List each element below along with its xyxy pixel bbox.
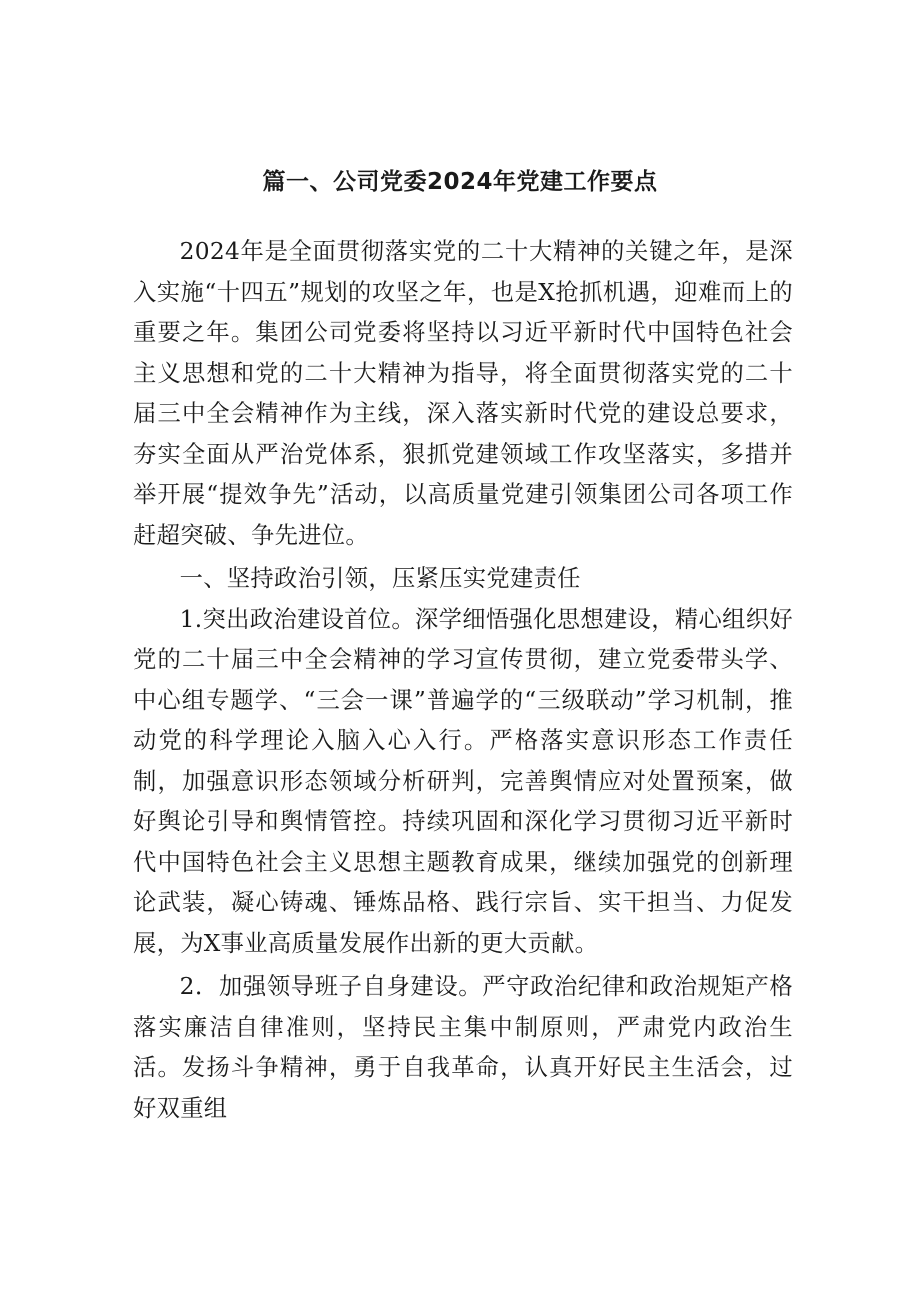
body-paragraph: 2．加强领导班子自身建设。严守政治纪律和政治规矩产格落实廉洁自律准则，坚持民主集中制原则，严肃党内政治生活。发扬斗争精神，勇于自我革命，认真开好民主生活会，过好双重组: [133, 973, 793, 1122]
document-body: [133, 232, 793, 1129]
page-title: 篇一、公司党委2024年党建工作要点: [262, 169, 658, 195]
section-heading: 一、坚持政治引领，压紧压实党建责任: [179, 565, 581, 592]
intro-paragraph: 2024年是全面贯彻落实党的二十大精神的关键之年，是深入实施“十四五”规划的攻坚之年，也是X抢抓机遇，迎难而上的重要之年。集团公司党委将坚持以习近平新时代中国特色社会主义思想和党的二十大精神为指导，将全面贯彻落实党的二十届三中全会精神作为主线，深入落实新时代党的建设总要求，夯实全面从严治党体系，狠抓党建领域工作攻坚落实，多措并举开展“提效争先”活动，以高质量党建引领集团公司各项工作赶超突破、争先进位。: [133, 238, 793, 549]
body-paragraph: 1.突出政治建设首位。深学细悟强化思想建设，精心组织好党的二十届三中全会精神的学习宣传贯彻，建立党委带头学、中心组专题学、“三会一课”普遍学的“三级联动”学习机制，推动党的科学理论入脑入心入行。严格落实意识形态工作责任制，加强意识形态领域分析研判，完善舆情应对处置预案，做好舆论引导和舆情管控。持续巩固和深化学习贯彻习近平新时代中国特色社会主义思想主题教育成果，继续加强党的创新理论武装，凝心铸魂、锤炼品格、践行宗旨、实干担当、力促发展，为X事业高质量发展作出新的更大贡献。: [133, 605, 793, 957]
